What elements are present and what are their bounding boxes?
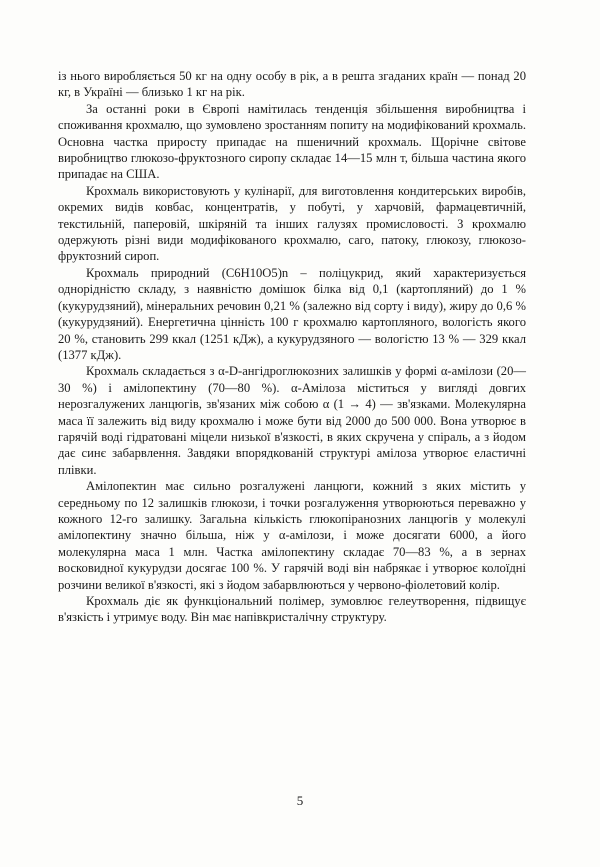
page-number: 5	[296, 793, 304, 808]
paragraph-4: Крохмаль природний (C6H10O5)n – поліцукрид, який характеризується однорідністю складу, з наявністю домішок білка від 0,1 (картопляний) до 1 % (кукурудзяний), мінеральних речовин 0,21 % (залежно від сорту і виду), жиру до 0,6 % (кукурудзяний). Енергетична цінність 100 г крохмалю картопляного, вологість якого 20 %, становить 299 ккал (1251 кДж), а кукурудзяного — вологістю 13 % — 329 ккал (1377 кДж).	[58, 265, 526, 362]
paragraph-2: За останні роки в Європі намітилась тенденція збільшення виробництва і споживання крохмалю, що зумовлено зростанням попиту на модифікований крохмаль. Основна частка приросту припадає на пшеничний крохмаль. Щорічне світове виробництво глюкозо-фруктозного сиропу складає 14—15 млн т, більша частина якого припадає на США.	[58, 101, 526, 182]
paragraph-7: Крохмаль діє як функціональний полімер, зумовлює гелеутворення, підвищує в'язкість і утримує воду. Він має напівкристалічну структуру.	[58, 594, 526, 625]
body-text	[58, 68, 526, 626]
paragraph-6: Амілопектин має сильно розгалужені ланцюги, кожний з яких містить у середньому по 12 залишків глюкози, і точки розгалуження утворюються переважно у кожного 12-го залишку. Загальна кількість глюкопіранозних ланцюгів у молекулі амілопектину значно більша, ніж у α-амілози, і може досягати 6000, а його молекулярна маса 1 млн. Частка амілопектину складає 70—83 %, а в зернах восковидної кукурудзи досягає 100 %. У гарячій воді він набрякає і утворює колоїдні розчини великої в'язкості, які з йодом забарвлюються у червоно-фіолетовий колір.	[58, 479, 526, 592]
paragraph-5: Крохмаль складається з α-D-ангідроглюкозних залишків у формі α-амілози (20—30 %) і амілопектину (70—80 %). α-Амілоза міститься у вигляді довгих нерозгалужених ланцюгів, зв'язаних між собою α (1 → 4) — зв'язками. Молекулярна маса її залежить від виду крохмалю і може бути від 2000 до 500 000. Вона утворює в гарячій воді гідратовані міцели низької в'язкості, в яких скручена у спіраль, а з йодом дає синє забарвлення. Завдяки впорядкованій структурі амілоза утворює еластичні плівки.	[58, 364, 526, 477]
paragraph-3: Крохмаль використовують у кулінарії, для виготовлення кондитерських виробів, окремих видів ковбас, концентратів, у побуті, у харчовій, фармацевтичній, текстильній, паперовій, шкіряній та інших галузях промисловості. З крохмалю одержують різні види модифікованого крохмалю, саго, патоку, глюкозу, глюкозо-фруктозний сироп.	[58, 183, 526, 264]
paragraph-1: із нього виробляється 50 кг на одну особу в рік, а в решта згаданих країн — понад 20 кг, в Україні — близько 1 кг на рік.	[58, 69, 526, 100]
